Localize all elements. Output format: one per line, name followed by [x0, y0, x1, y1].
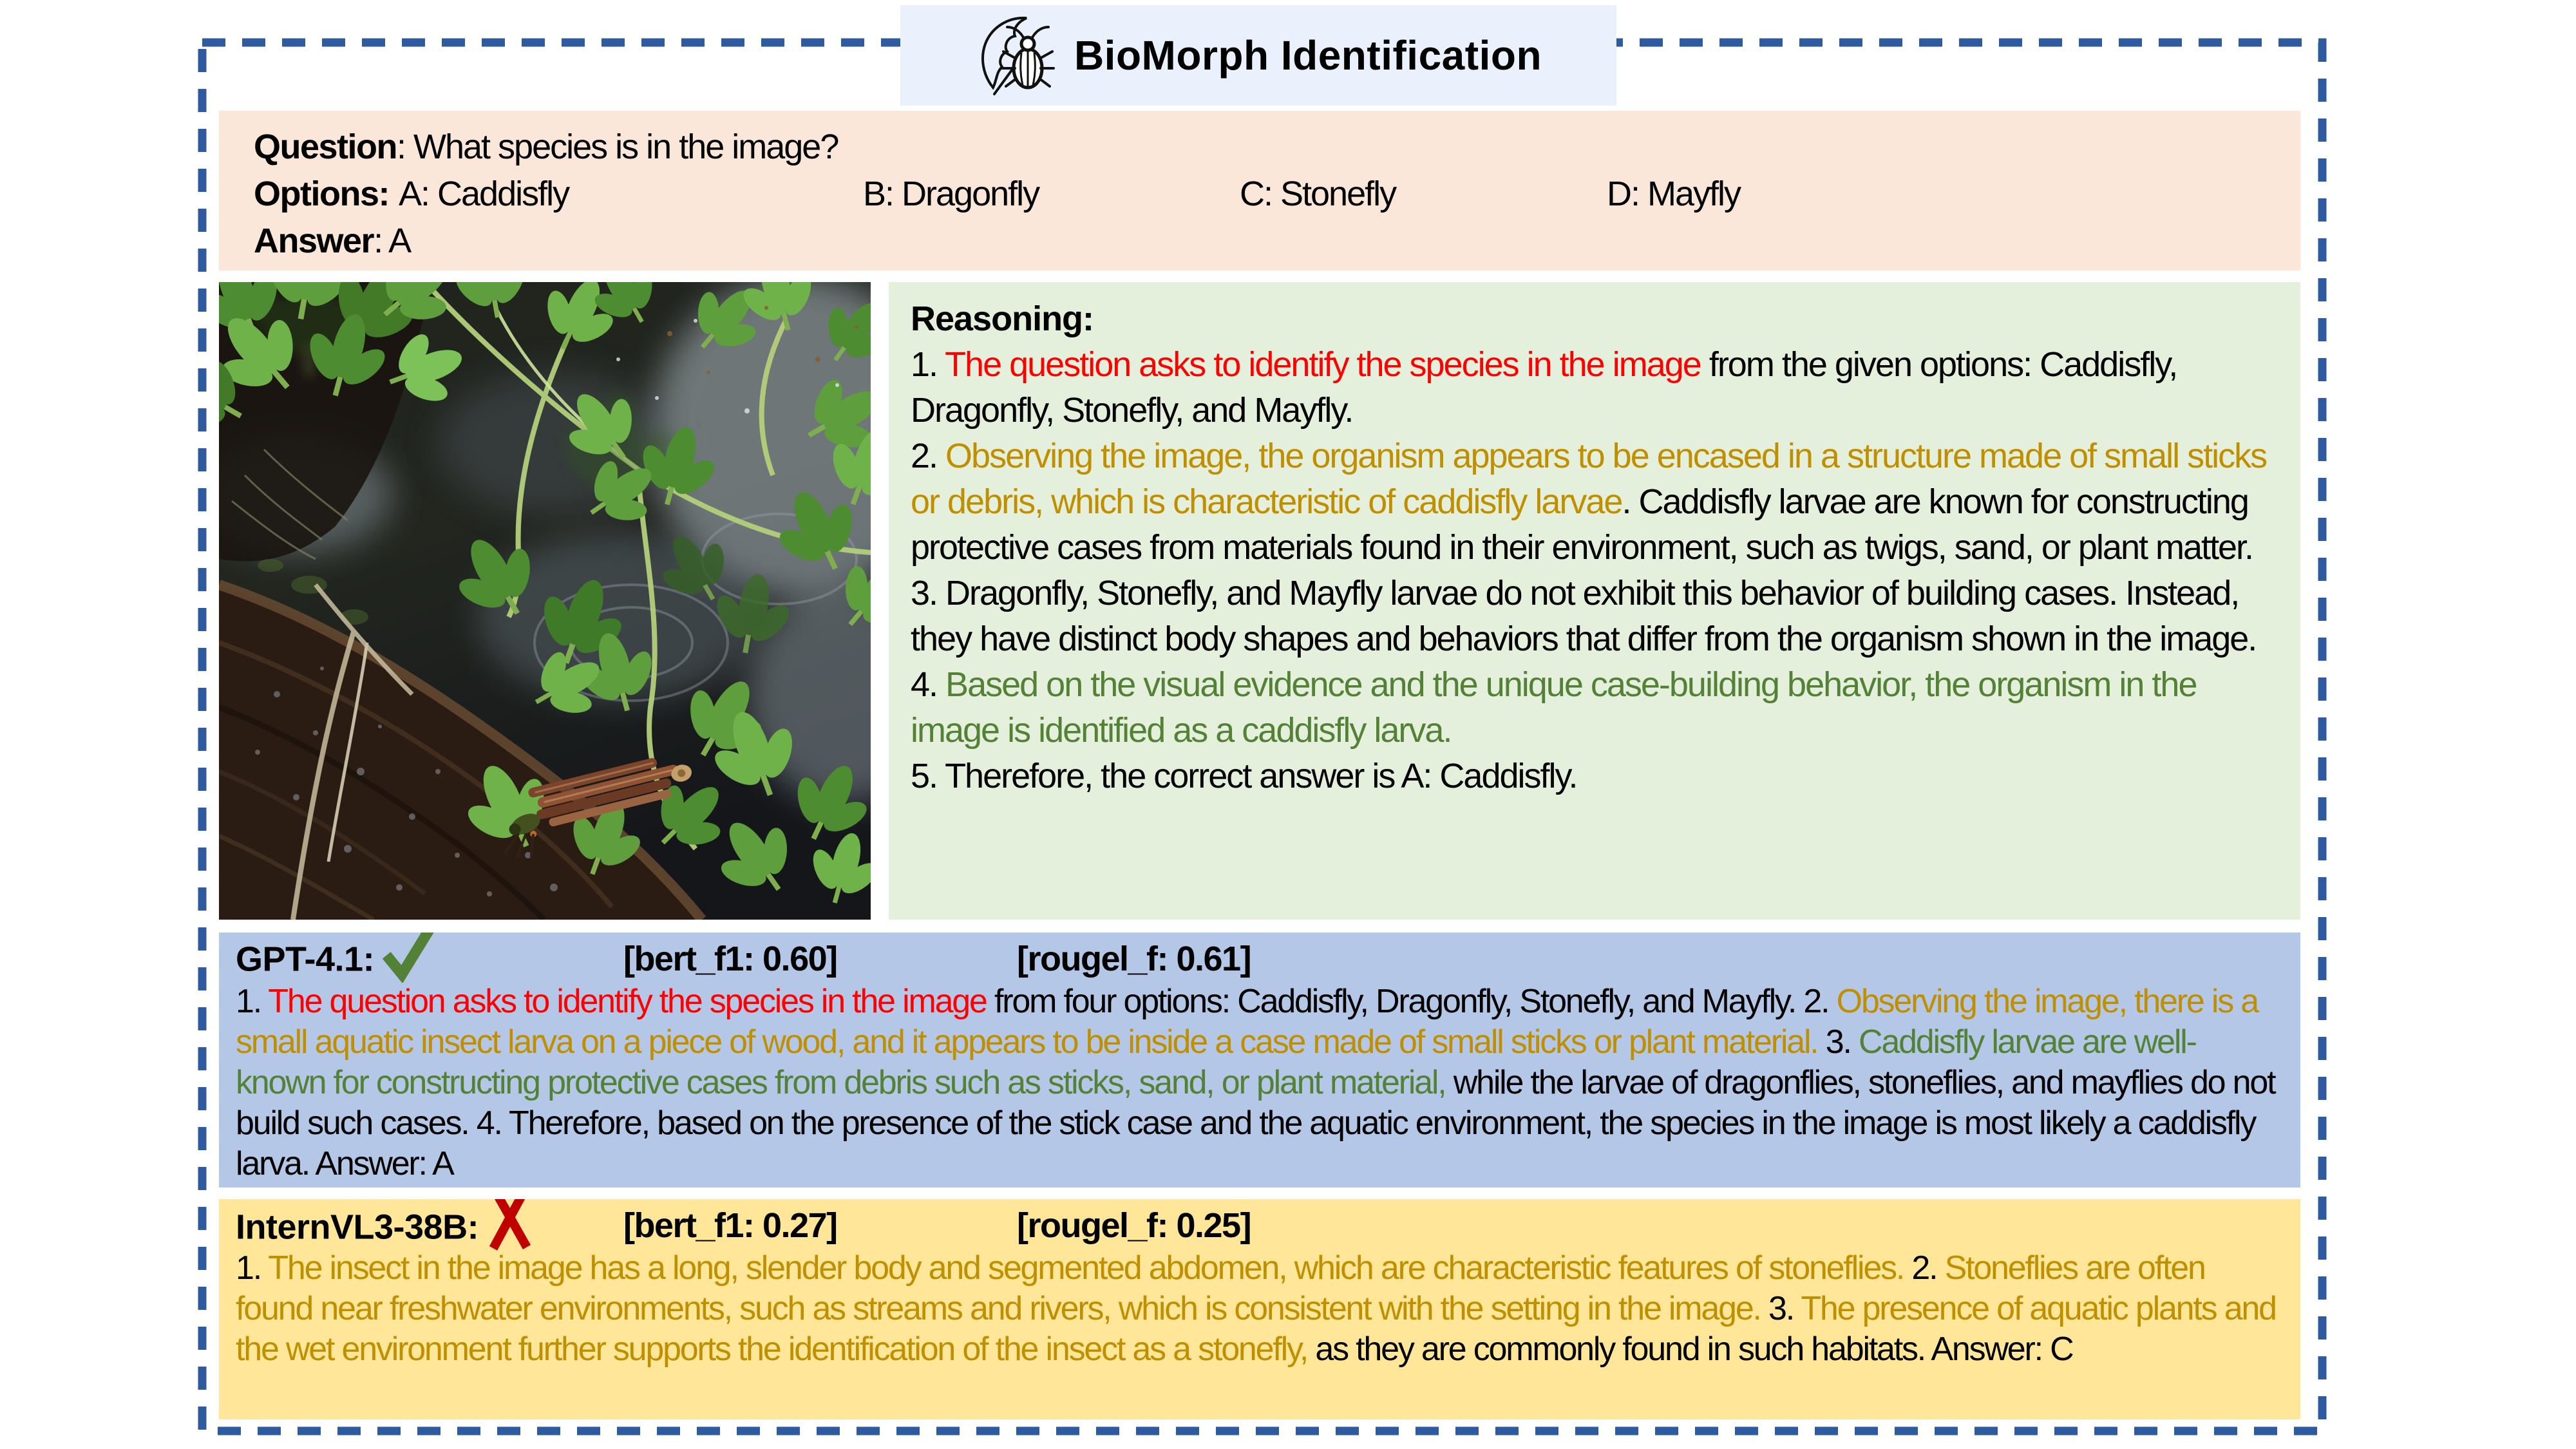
question-box: [219, 111, 2300, 270]
option-d: D: Mayfly: [1607, 175, 1741, 213]
caddisfly-larva-habitat-photo: [219, 282, 871, 920]
metric-rougel-f: [rougel_f: 0.25]: [1017, 1206, 1251, 1245]
option-b: B: Dragonfly: [863, 175, 1039, 213]
title-box: [900, 5, 1616, 106]
reasoning-item: 5. Therefore, the correct answer is A: Caddisfly.: [911, 757, 1577, 795]
model-output-text: 1. The insect in the image has a long, slender body and segmented abdomen, which are characteristic features of stoneflies. 2. Stoneflies are often found near freshwater environments, such as streams and rivers, which is consistent with the setting in the image. 3. The presence of aquatic plants and the wet environment further supports the identification of the insect as a stonefly, as they are commonly found in such habitats. Answer: C: [236, 1249, 2276, 1368]
cross-icon: [485, 1199, 535, 1252]
question-label: Question: [254, 128, 397, 166]
options-row: [254, 171, 2300, 218]
metric-bert-f1: [bert_f1: 0.27]: [623, 1206, 837, 1245]
question-line: [254, 124, 2300, 171]
metric-bert-f1: [bert_f1: 0.60]: [623, 940, 837, 978]
model-name: GPT-4.1:: [236, 940, 375, 979]
option-c: C: Stonefly: [1240, 175, 1396, 213]
model-output-text: 1. The question asks to identify the species in the image from four options: Caddisfly, Dragonfly, Stonefly, and Mayfly. 2. Observing the image, there is a small aquatic insect larva on a piece of wood, and it appears to be inside a case made of small sticks or plant material. 3. Caddisfly larvae are well-known for constructing protective cases from debris such as sticks, sand, or plant material, while the larvae of dragonflies, stoneflies, and mayflies do not build such cases. 4. Therefore, based on the presence of the stick case and the aquatic environment, the species in the image is most likely a caddisfly larva. Answer: A: [236, 983, 2275, 1182]
beetle-icon: [975, 11, 1056, 100]
checkmark-icon: [381, 933, 440, 983]
reasoning-item: 4. Based on the visual evidence and the unique case-building behavior, the organism in the image is identified as a caddisfly larva.: [911, 665, 2197, 750]
answer-value: : A: [374, 222, 411, 260]
page-title: BioMorph Identification: [1074, 32, 1542, 79]
model-header: [236, 940, 2282, 979]
reasoning-item: 1. The question asks to identify the species in the image from the given options: Caddisfly, Dragonfly, Stonefly, and Mayfly.: [911, 345, 2177, 430]
metric-rougel-f: [rougel_f: 0.61]: [1017, 940, 1251, 978]
model-result-gpt41: [219, 933, 2300, 1188]
reasoning-heading: Reasoning:: [911, 299, 1094, 338]
reasoning-item: 3. Dragonfly, Stonefly, and Mayfly larvae do not exhibit this behavior of building cases. Instead, they have distinct body shapes and behaviors that differ from the organism shown in the image.: [911, 574, 2257, 658]
question-text: : What species is in the image?: [397, 128, 838, 166]
answer-label: Answer: [254, 222, 374, 260]
reasoning-panel: [889, 282, 2300, 920]
option-a: A: Caddisfly: [398, 175, 569, 213]
model-header: [236, 1207, 2282, 1245]
options-label: Options:: [254, 175, 389, 213]
model-result-internvl3-38b: [219, 1199, 2300, 1419]
model-name: InternVL3-38B:: [236, 1208, 479, 1247]
reasoning-item: 2. Observing the image, the organism appears to be encased in a structure made of small sticks or debris, which is characteristic of caddisfly larvae. Caddisfly larvae are known for constructing protective cases from materials found in their environment, such as twigs, sand, or plant matter.: [911, 437, 2267, 567]
answer-line: [254, 218, 2300, 265]
